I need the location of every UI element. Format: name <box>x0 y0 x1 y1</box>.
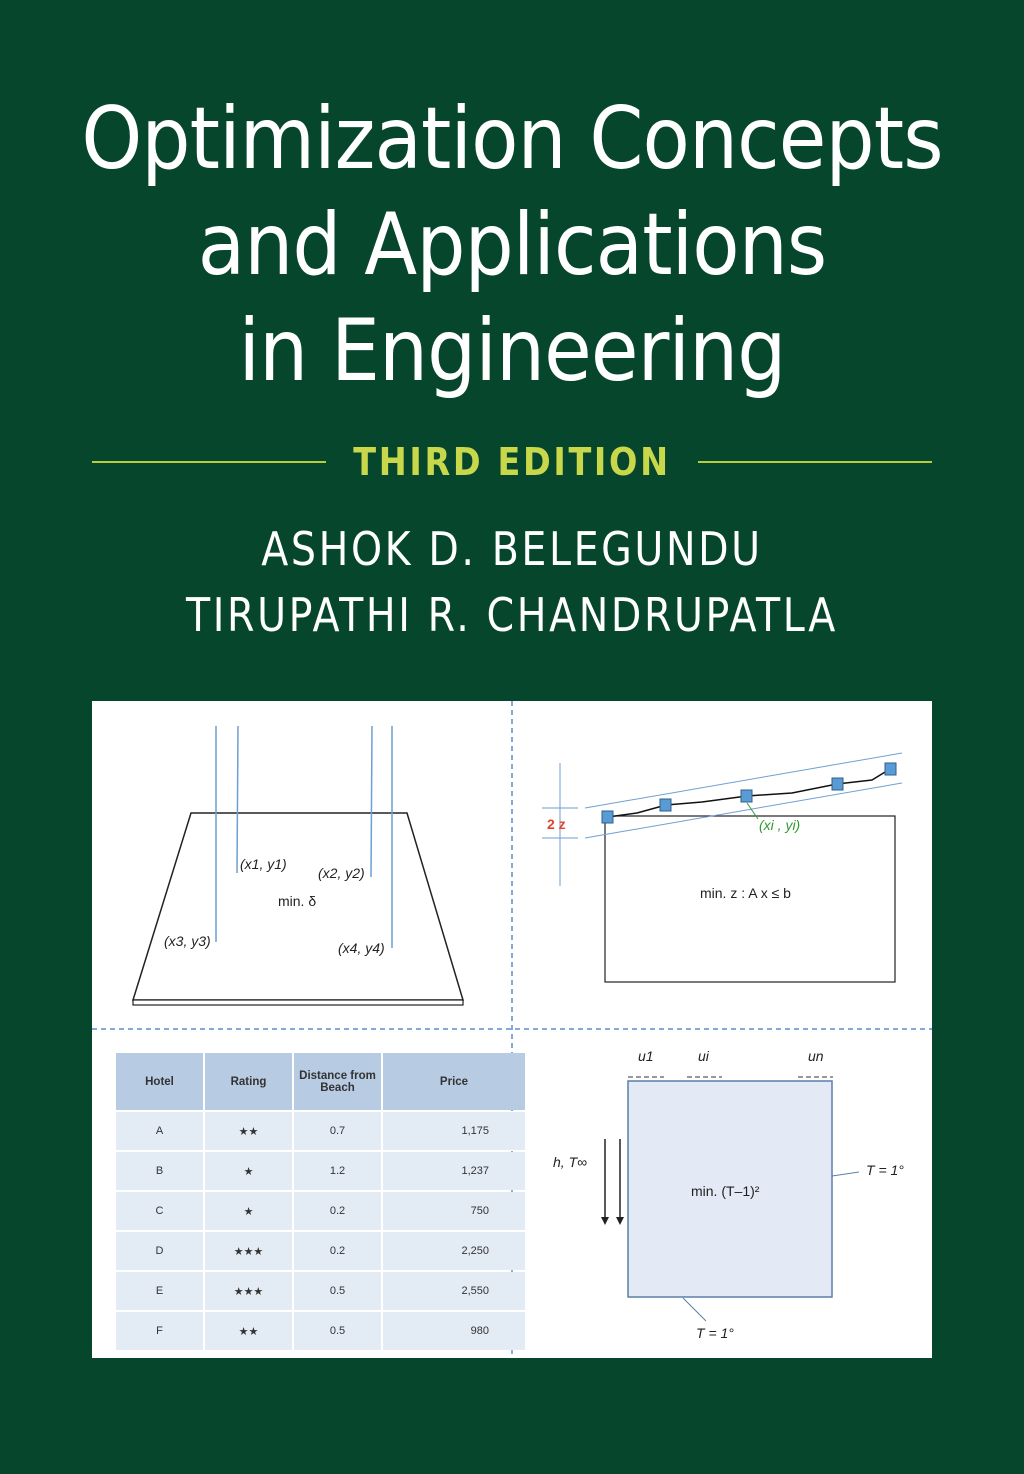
table-cell: ★ <box>205 1152 292 1190</box>
table-cell: ★★ <box>205 1112 292 1150</box>
author: ASHOK D. BELEGUNDU <box>261 522 763 576</box>
objective: min. (T–1)² <box>691 1183 760 1199</box>
column-header: Price <box>383 1053 525 1110</box>
table-cell: F <box>116 1312 203 1350</box>
edition: THIRD EDITION <box>353 440 671 484</box>
column-header: Rating <box>205 1053 292 1110</box>
title-line: Optimization Concepts <box>81 89 943 189</box>
table-cell: 0.2 <box>294 1192 381 1230</box>
table-cell: 2,250 <box>383 1232 525 1270</box>
title-line: and Applications <box>197 195 827 295</box>
point-label: (x3, y3) <box>164 933 211 949</box>
table-row <box>116 1312 525 1350</box>
table-cell: 1,237 <box>383 1152 525 1190</box>
flow-label: h, T∞ <box>553 1154 588 1170</box>
table-cell: ★ <box>205 1192 292 1230</box>
table-cell: 750 <box>383 1192 525 1230</box>
table-cell: ★★★ <box>205 1232 292 1270</box>
hotel-table <box>114 1051 527 1352</box>
author: TIRUPATHI R. CHANDRUPATLA <box>186 588 838 642</box>
u-label: ui <box>698 1048 709 1064</box>
objective: min. δ <box>278 893 317 909</box>
table-cell: B <box>116 1152 203 1190</box>
dimension-label: 2 z <box>547 816 566 832</box>
table-row <box>116 1232 525 1270</box>
table-cell: ★★ <box>205 1312 292 1350</box>
objective: min. z : A x ≤ b <box>700 885 791 901</box>
column-header: Distance from Beach <box>294 1053 381 1110</box>
table-cell: C <box>116 1192 203 1230</box>
point-label: (xi , yi) <box>759 817 801 833</box>
cover-figure <box>92 701 932 1358</box>
table-cell: ★★★ <box>205 1272 292 1310</box>
title-line: in Engineering <box>238 301 786 401</box>
table-row <box>116 1192 525 1230</box>
table-cell: D <box>116 1232 203 1270</box>
heat-diagram <box>553 1048 904 1341</box>
table-cell: 2,550 <box>383 1272 525 1310</box>
u-label: un <box>808 1048 824 1064</box>
book-title <box>51 86 973 404</box>
table-cell: 0.5 <box>294 1272 381 1310</box>
table-row <box>116 1272 525 1310</box>
point-label: (x2, y2) <box>318 865 365 881</box>
point-label: (x1, y1) <box>240 856 287 872</box>
table-cell: A <box>116 1112 203 1150</box>
point-label: (x4, y4) <box>338 940 385 956</box>
table-cell: 1.2 <box>294 1152 381 1190</box>
boundary-label: T = 1° <box>696 1325 734 1341</box>
table-cell: 0.2 <box>294 1232 381 1270</box>
table-row <box>116 1152 525 1190</box>
column-header: Hotel <box>116 1053 203 1110</box>
boundary-label: T = 1° <box>866 1162 904 1178</box>
table-cell: 0.7 <box>294 1112 381 1150</box>
table-cell: E <box>116 1272 203 1310</box>
table-cell: 980 <box>383 1312 525 1350</box>
plate-diagram <box>133 726 463 1005</box>
table-row <box>116 1112 525 1150</box>
table-cell: 0.5 <box>294 1312 381 1350</box>
table-cell: 1,175 <box>383 1112 525 1150</box>
u-label: u1 <box>638 1048 654 1064</box>
fit-diagram <box>542 753 902 982</box>
